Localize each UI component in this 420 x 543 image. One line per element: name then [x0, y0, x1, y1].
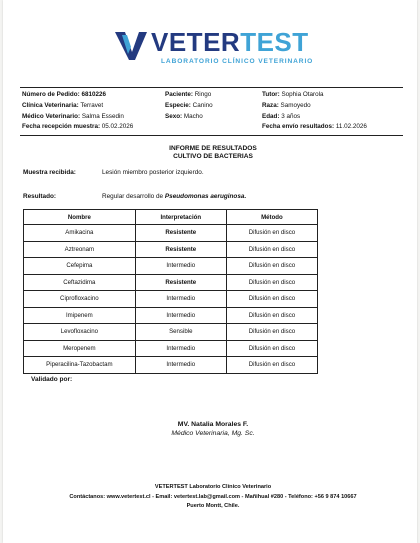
- footer-contact: Contáctanos: www.vetertest.cl - Email: vetertest.lab@gmail.com - Mañihual #280 - Teléfono: +56 9 874 10667: [69, 493, 357, 500]
- sexo-value: Macho: [183, 112, 203, 120]
- header-divider-top: [20, 87, 403, 88]
- signature-role: Médico Veterinaria, Mg. Sc.: [171, 430, 255, 437]
- cell-interpretacion: Intermedio: [135, 357, 226, 374]
- table-row: [24, 258, 318, 275]
- table-row: [24, 324, 318, 341]
- header-metodo: Método: [226, 210, 317, 225]
- vetertest-logo-mark-icon: [113, 26, 149, 62]
- table-row: [24, 307, 318, 324]
- table-row: [24, 274, 318, 291]
- cell-interpretacion: Resistente: [135, 241, 226, 258]
- paciente-value: Ringo: [194, 91, 212, 98]
- medico-label: Médico Veterinario:: [22, 112, 81, 120]
- resultado-label: Resultado:: [23, 193, 57, 200]
- cell-nombre: Ciprofloxacino: [24, 291, 136, 308]
- vetertest-logo: [113, 26, 323, 70]
- recepcion-label: Fecha recepción muestra:: [22, 123, 101, 131]
- cell-interpretacion: Sensible: [135, 324, 226, 341]
- cell-nombre: Levofloxacino: [24, 324, 136, 341]
- cell-metodo: Difusión en disco: [226, 324, 317, 341]
- especie-value: Canino: [192, 101, 213, 109]
- raza-value: Samoyedo: [280, 101, 311, 109]
- cell-nombre: Cefepima: [24, 258, 136, 275]
- footer-location: Puerto Montt, Chile.: [186, 503, 240, 509]
- cell-interpretacion: Intermedio: [135, 291, 226, 308]
- resultado-suffix: .: [244, 193, 247, 200]
- brand-name-part1: VETER: [151, 27, 241, 57]
- brand-name: [151, 26, 309, 58]
- cell-nombre: Piperacilina-Tazobactam: [24, 357, 136, 374]
- pedido-label: Número de Pedido:: [22, 91, 80, 98]
- cell-interpretacion: Resistente: [135, 225, 226, 242]
- cell-nombre: Meropenem: [24, 340, 136, 357]
- validado-label: Validado por:: [31, 376, 73, 383]
- cell-interpretacion: Intermedio: [135, 307, 226, 324]
- cell-metodo: Difusión en disco: [226, 225, 317, 242]
- table-row: [24, 291, 318, 308]
- sexo-label: Sexo:: [165, 112, 183, 120]
- cell-metodo: Difusión en disco: [226, 258, 317, 275]
- cell-metodo: Difusión en disco: [226, 307, 317, 324]
- table-row: [24, 241, 318, 258]
- clinica-label: Clínica Veterinaria:: [22, 101, 79, 109]
- recepcion-value: 05.02.2026: [101, 123, 134, 131]
- cell-metodo: Difusión en disco: [226, 357, 317, 374]
- report-title: [3, 145, 420, 161]
- cell-metodo: Difusión en disco: [226, 291, 317, 308]
- cell-metodo: Difusión en disco: [226, 274, 317, 291]
- muestra-value: Lesión miembro posterior izquierdo.: [102, 169, 204, 176]
- cell-interpretacion: Intermedio: [135, 340, 226, 357]
- tutor-label: Tutor:: [262, 91, 280, 98]
- header-nombre: Nombre: [24, 210, 136, 225]
- resultado-prefix: Regular desarrollo de: [102, 193, 165, 200]
- table-header-row: [24, 210, 318, 225]
- patient-info: [22, 90, 407, 133]
- cell-nombre: Amikacina: [24, 225, 136, 242]
- cell-nombre: Ceftazidima: [24, 274, 136, 291]
- table-row: [24, 340, 318, 357]
- antibiogram-table: [23, 209, 318, 374]
- raza-label: Raza:: [262, 101, 279, 109]
- especie-label: Especie:: [165, 101, 191, 109]
- brand-name-part2: TEST: [240, 27, 309, 57]
- cell-metodo: Difusión en disco: [226, 340, 317, 357]
- footer: [3, 483, 420, 512]
- medico-value: Salma Essedin: [81, 112, 124, 120]
- report-page: [3, 0, 417, 543]
- pedido-value: 6810226: [81, 91, 106, 98]
- signature-name: MV. Natalia Morales F.: [177, 421, 249, 428]
- cell-interpretacion: Resistente: [135, 274, 226, 291]
- brand-subtitle: LABORATORIO CLÍNICO VETERINARIO: [161, 58, 314, 65]
- muestra-label: Muestra recibida:: [23, 169, 76, 176]
- paciente-label: Paciente:: [165, 91, 193, 98]
- table-row: [24, 225, 318, 242]
- cell-nombre: Imipenem: [24, 307, 136, 324]
- resultado-value: [102, 193, 246, 200]
- clinica-value: Terravet: [80, 101, 104, 109]
- tutor-value: Sophia Otarola: [281, 91, 324, 98]
- report-title-line1: INFORME DE RESULTADOS: [169, 145, 257, 152]
- footer-line1: VETERTEST Laboratorio Clínico Veterinario: [154, 484, 272, 490]
- report-title-line2: CULTIVO DE BACTERIAS: [173, 153, 253, 160]
- resultado-organism: Pseudomonas aeruginosa: [164, 193, 245, 200]
- table-row: [24, 357, 318, 374]
- header-divider-bottom: [20, 135, 403, 136]
- cell-interpretacion: Intermedio: [135, 258, 226, 275]
- cell-nombre: Aztreonam: [24, 241, 136, 258]
- edad-value: 3 años: [281, 112, 301, 120]
- header-interpretacion: Interpretación: [135, 210, 226, 225]
- signature-block: [3, 420, 420, 438]
- envio-value: 11.02.2026: [335, 123, 367, 131]
- cell-metodo: Difusión en disco: [226, 241, 317, 258]
- edad-label: Edad:: [262, 112, 280, 120]
- envio-label: Fecha envío resultados:: [262, 123, 335, 131]
